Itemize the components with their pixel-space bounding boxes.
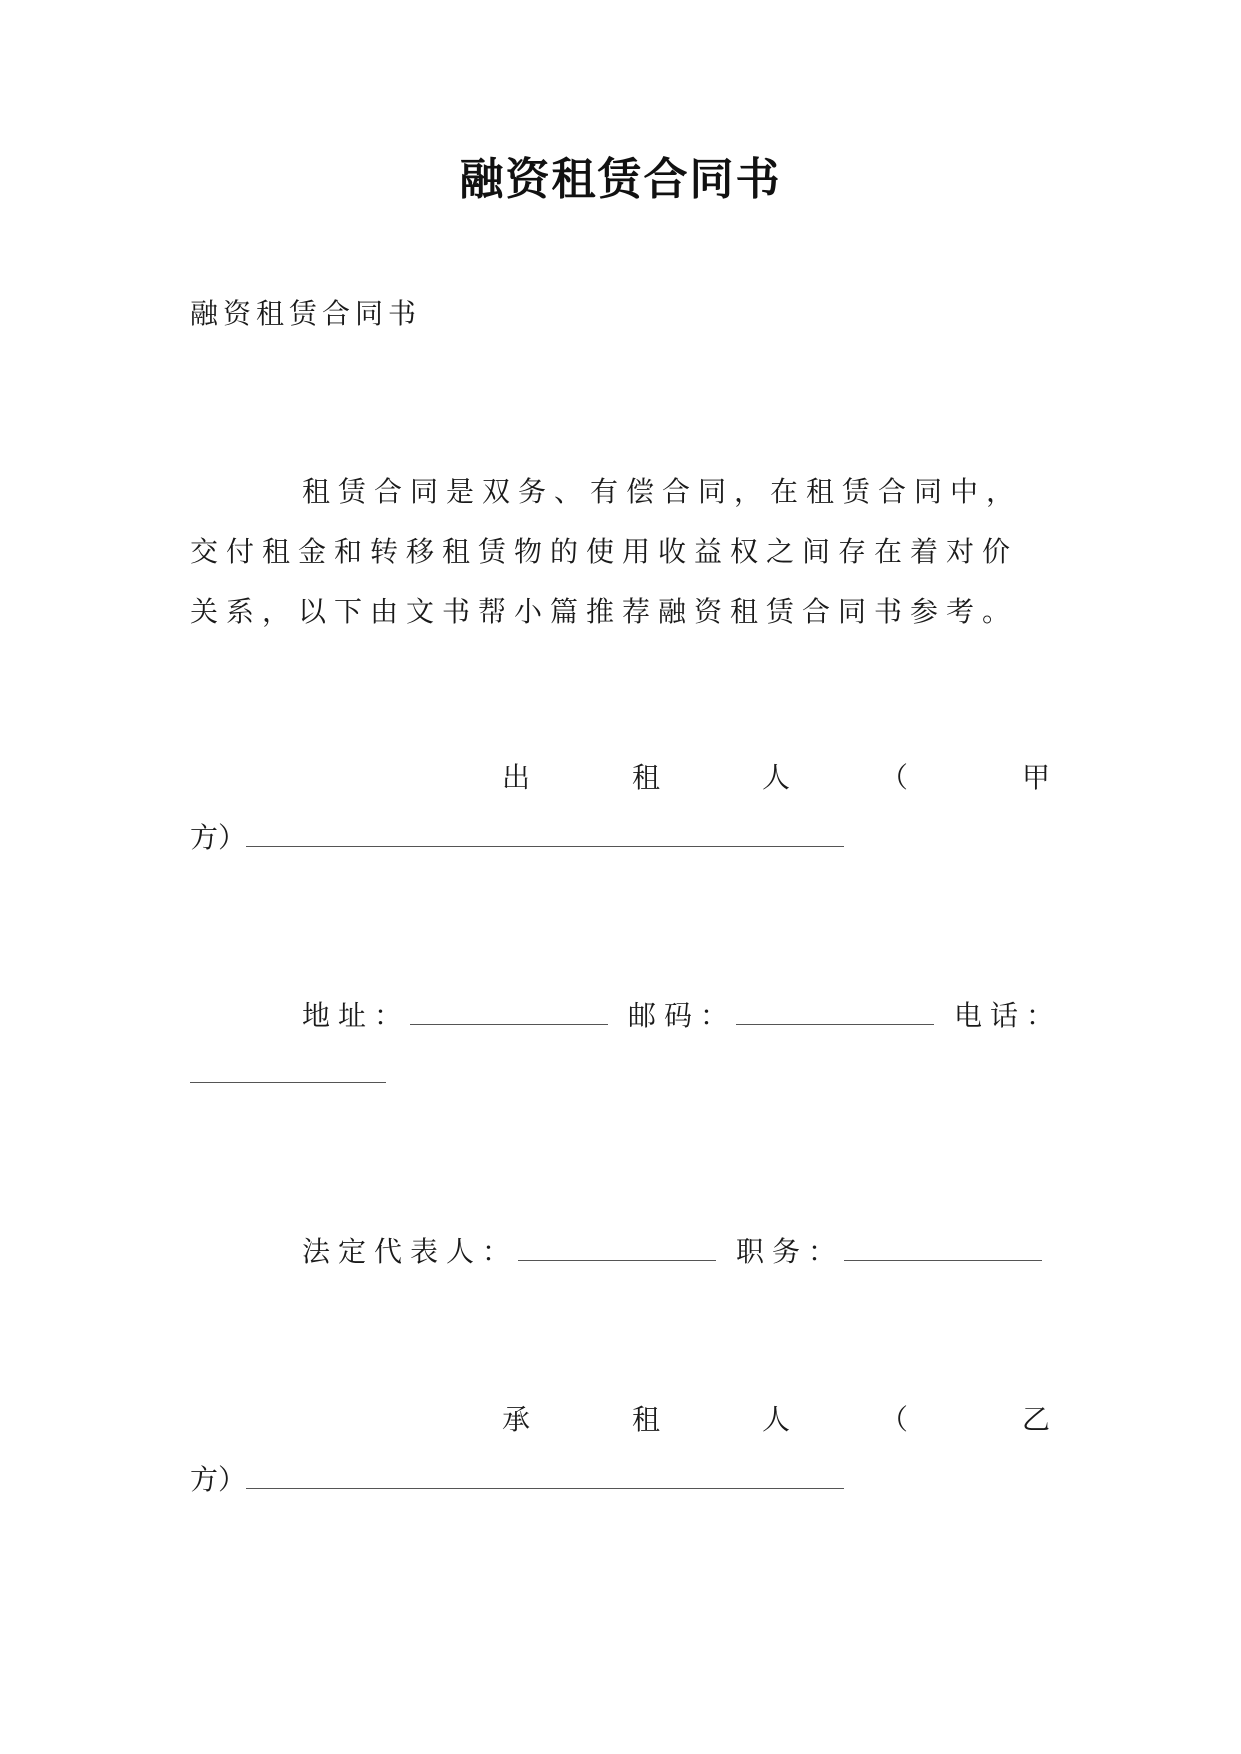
lessor-tail: 方） (190, 821, 247, 854)
document-subtitle: 融资租赁合同书 (190, 297, 422, 330)
phone-blank-line (190, 1054, 386, 1094)
rep-label: 法定代表人： (302, 1235, 519, 1268)
lessor-name-blank[interactable] (246, 818, 844, 847)
lessor-char: 人 (762, 761, 791, 794)
position-label: 职务： (736, 1235, 845, 1268)
lessee-char: 乙 (1022, 1403, 1051, 1436)
lessor-char: （ (880, 761, 909, 794)
intro-paragraph: 租赁合同是双务、有偿合同，在租赁合同中，交付租金和转移租赁物的使用收益权之间存在着对价关系，以下由文书帮小篇推荐融资租赁合同书参考。 (190, 475, 1023, 628)
document-title: 融资租赁合同书 (459, 154, 782, 205)
lessee-char: （ (880, 1403, 909, 1436)
postcode-blank[interactable] (736, 996, 934, 1025)
address-blank[interactable] (410, 996, 608, 1025)
lessee-char: 人 (762, 1403, 791, 1436)
lessee-char: 承 (502, 1403, 531, 1436)
lessor-char: 甲 (1022, 761, 1051, 794)
lessor-char: 租 (632, 761, 661, 794)
phone-label: 电话： (954, 999, 1063, 1032)
lessee-name-blank[interactable] (246, 1460, 844, 1489)
lessee-char: 租 (632, 1403, 661, 1436)
lessor-name-line (190, 818, 844, 858)
lessor-char: 出 (502, 761, 531, 794)
postcode-label: 邮码： (628, 999, 737, 1032)
position-blank[interactable] (844, 1232, 1042, 1261)
phone-blank[interactable] (190, 1054, 386, 1083)
rep-blank[interactable] (518, 1232, 716, 1261)
lessee-tail: 方） (190, 1463, 247, 1496)
lessor-contact-line (302, 996, 1062, 1036)
address-label: 地址： (302, 999, 411, 1032)
lessor-rep-line (302, 1232, 1042, 1272)
lessee-name-line (190, 1460, 844, 1500)
